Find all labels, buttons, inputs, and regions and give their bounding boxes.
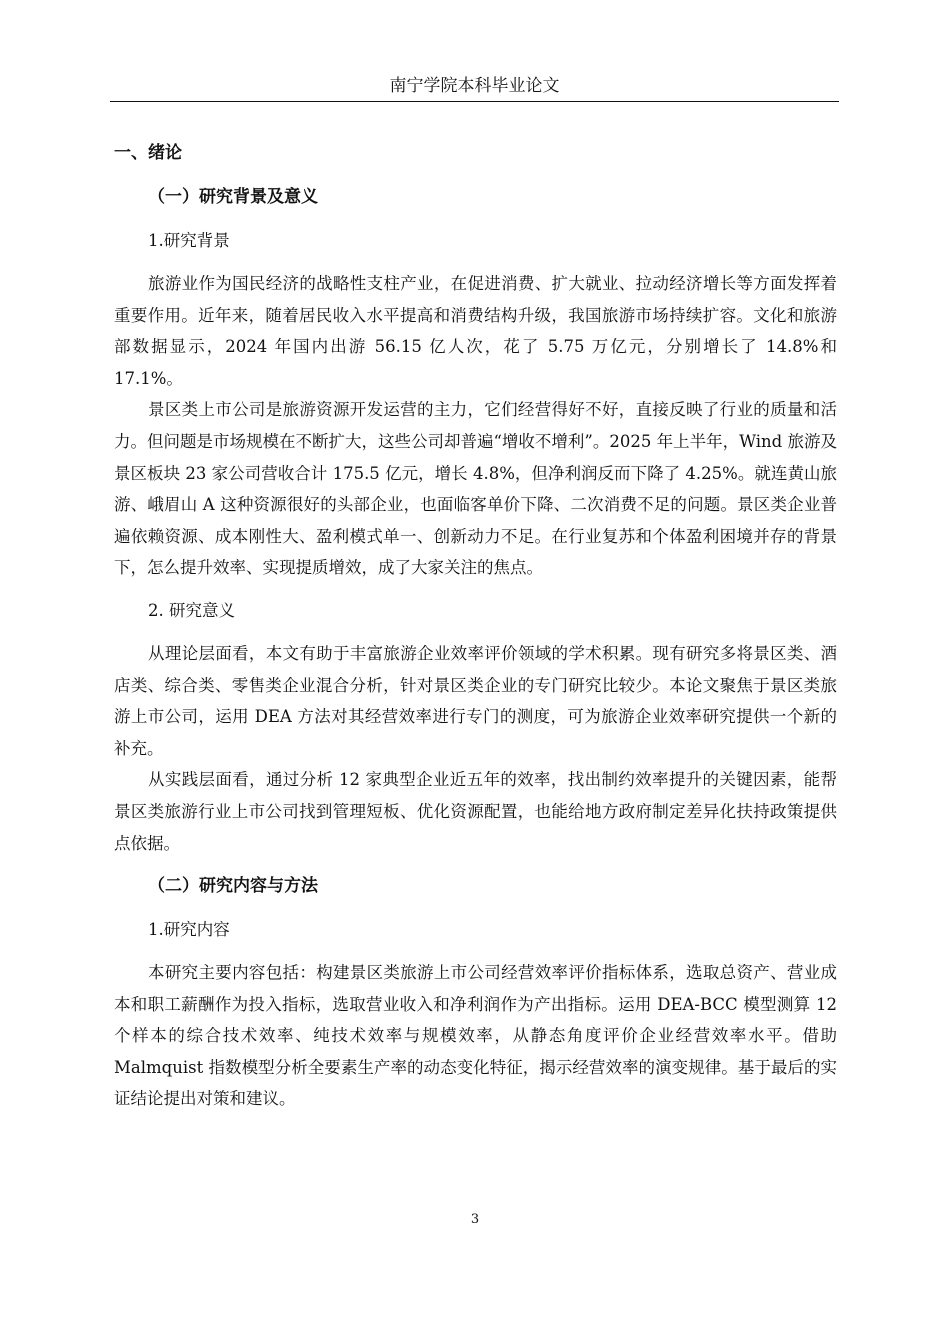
page-number: 3: [470, 1212, 480, 1227]
subsection-heading-content: 1.研究内容: [148, 920, 230, 940]
chapter-heading: 一、绪论: [114, 143, 182, 163]
paragraph: 从实践层面看，通过分析 12 家典型企业近五年的效率，找出制约效率提升的关键因素，能帮景区类旅游行业上市公司找到管理短板、优化资源配置，也能给地方政府制定差异化扶持政策提供点依据。: [114, 770, 837, 853]
running-header: 南宁学院本科毕业论文: [389, 76, 560, 96]
section-heading-background: （一）研究背景及意义: [148, 187, 318, 207]
subsection-heading-significance: 2. 研究意义: [148, 600, 235, 620]
paragraph: 从理论层面看，本文有助于丰富旅游企业效率评价领域的学术积累。现有研究多将景区类、酒店类、综合类、零售类企业混合分析，针对景区类企业的专门研究比较少。本论文聚焦于景区类旅游上市公司，运用 DEA 方法对其经营效率进行专门的测度，可为旅游企业效率研究提供一个新的补充。: [114, 643, 837, 758]
subsection-heading-background: 1.研究背景: [148, 231, 230, 250]
paragraph: 本研究主要内容包括：构建景区类旅游上市公司经营效率评价指标体系，选取总资产、营业成本和职工薪酬作为投入指标，选取营业收入和净利润作为产出指标。运用 DEA-BCC 模型测算 12 个样本的综合技术效率、纯技术效率与规模效率，从静态角度评价企业经营效率水平。借助 Malmquist 指数模型分析全要素生产率的动态变化特征，揭示经营效率的演变规律。基于最后的实证结论提出对策和建议。: [114, 963, 837, 1109]
paragraph: 旅游业作为国民经济的战略性支柱产业，在促进消费、扩大就业、拉动经济增长等方面发挥着重要作用。近年来，随着居民收入水平提高和消费结构升级，我国旅游市场持续扩容。文化和旅游部数据显示，2024 年国内出游 56.15 亿人次，花了 5.75 万亿元，分别增长了 14.8%和 17.1%。: [114, 274, 837, 388]
page-body: [114, 136, 837, 1115]
paragraph: 景区类上市公司是旅游资源开发运营的主力，它们经营得好不好，直接反映了行业的质量和活力。但问题是市场规模在不断扩大，这些公司却普遍“增收不增利”。2025 年上半年，Wind 旅游及景区板块 23 家公司营收合计 175.5 亿元，增长 4.8%，但净利润反而下降了 4.25%。就连黄山旅游、峨眉山 A 这种资源很好的头部企业，也面临客单价下降、二次消费不足的问题。景区类企业普遍依赖资源、成本刚性大、盈利模式单一、创新动力不足。在行业复苏和个体盈利困境并存的背景下，怎么提升效率、实现提质增效，成了大家关注的焦点。: [114, 400, 837, 578]
header-rule: [110, 101, 839, 102]
section-heading-content-methods: （二）研究内容与方法: [148, 876, 318, 897]
